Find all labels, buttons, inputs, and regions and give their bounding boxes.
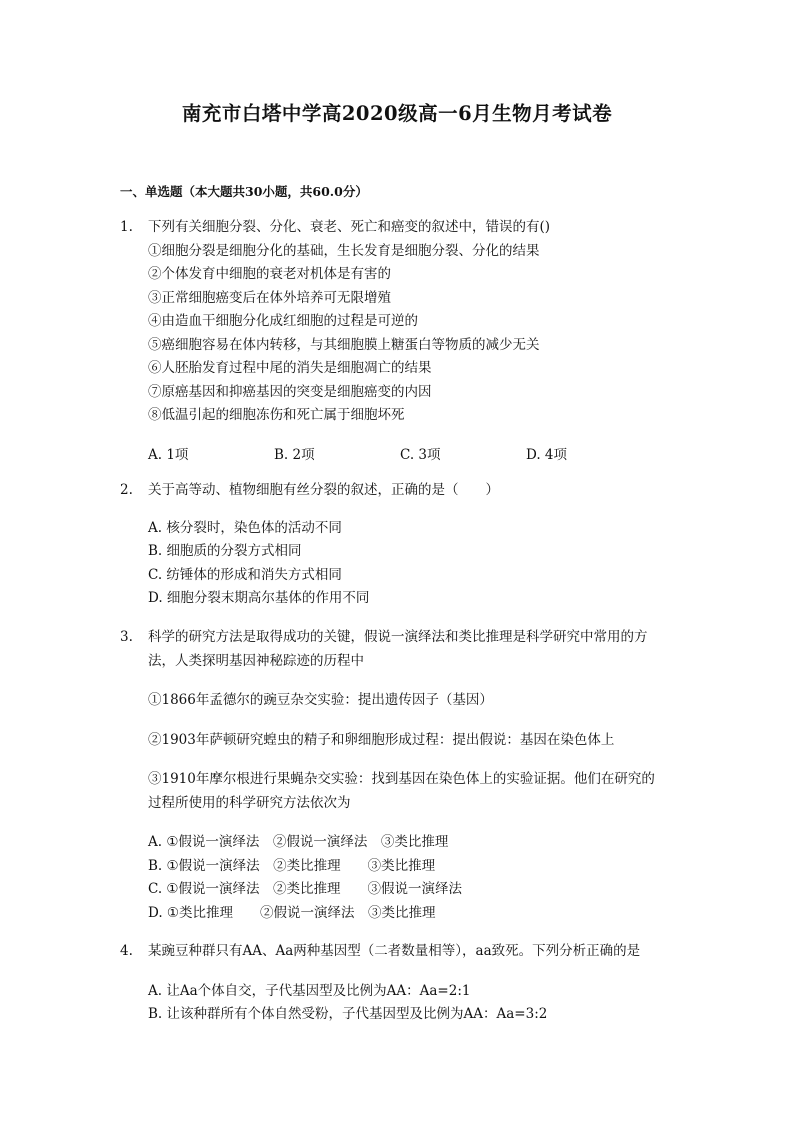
question-stem: 科学的研究方法是取得成功的关键，假说一演绎法和类比推理是科学研究中常用的方 bbox=[148, 629, 648, 645]
question-stem: 法，人类探明基因神秘踪迹的历程中 bbox=[148, 652, 364, 669]
statement: ①细胞分裂是细胞分化的基础，生长发育是细胞分裂、分化的结果 bbox=[148, 242, 540, 259]
statement: ⑦原癌基因和抑癌基因的突变是细胞癌变的内因 bbox=[148, 383, 432, 400]
statement: ③1910年摩尔根进行果蝇杂交实验：找到基因在染色体上的实验证据。他们在研究的 bbox=[148, 771, 655, 787]
statement: ②1903年萨顿研究蝗虫的精子和卵细胞形成过程：提出假说：基因在染色体上 bbox=[148, 731, 615, 748]
section-heading: 一、单选题（本大题共30小题，共60.0分） bbox=[120, 184, 368, 199]
statement: 过程所使用的科学研究方法依次为 bbox=[148, 794, 351, 811]
option-b: B. 细胞质的分裂方式相同 bbox=[148, 543, 302, 559]
question-number: 2. bbox=[120, 482, 133, 498]
question-number: 4. bbox=[120, 943, 133, 959]
option-b: B. 2项 bbox=[274, 446, 315, 463]
statement: ⑥人胚胎发育过程中尾的消失是细胞凋亡的结果 bbox=[148, 360, 432, 376]
option-c: C. 3项 bbox=[400, 446, 441, 463]
option-c: C. ①假说一演绎法 ②类比推理 ③假说一演绎法 bbox=[148, 881, 463, 897]
option-a: A. 1项 bbox=[148, 446, 189, 463]
option-d: D. 4项 bbox=[526, 446, 568, 463]
question-body bbox=[148, 216, 680, 467]
option-a: A. 让Aa个体自交，子代基因型及比例为AA：Aa=2:1 bbox=[148, 982, 471, 999]
option-b: B. 让该种群所有个体自然受粉，子代基因型及比例为AA：Aa=3:2 bbox=[148, 1006, 548, 1022]
options-row bbox=[148, 444, 680, 467]
option-b: B. ①假说一演绎法 ②类比推理 ③类比推理 bbox=[148, 857, 436, 874]
option-d: D. 细胞分裂末期高尔基体的作用不同 bbox=[148, 590, 370, 606]
question-stem: 下列有关细胞分裂、分化、衰老、死亡和癌变的叙述中，错误的有() bbox=[148, 219, 551, 235]
statement: ⑧低温引起的细胞冻伤和死亡属于细胞坏死 bbox=[148, 407, 405, 423]
page-title: 南充市白塔中学高2020级高一6月生物月考试卷 bbox=[181, 102, 613, 125]
option-a: A. 核分裂时，染色体的活动不同 bbox=[148, 519, 342, 536]
option-a: A. ①假说一演绎法 ②假说一演绎法 ③类比推理 bbox=[148, 834, 449, 850]
question-body bbox=[148, 940, 680, 1027]
statement: ④由造血干细胞分化成红细胞的过程是可逆的 bbox=[148, 313, 418, 329]
statement: ②个体发育中细胞的衰老对机体是有害的 bbox=[148, 266, 391, 282]
option-c: C. 纺锤体的形成和消失方式相同 bbox=[148, 566, 342, 583]
question-body bbox=[148, 626, 680, 925]
question-stem: 关于高等动、植物细胞有丝分裂的叙述，正确的是（ ） bbox=[148, 482, 499, 498]
question-number: 3. bbox=[120, 629, 133, 645]
statement: ③正常细胞癌变后在体外培养可无限增殖 bbox=[148, 289, 391, 306]
question-stem: 某豌豆种群只有AA、Aa两种基因型（二者数量相等），aa致死。下列分析正确的是 bbox=[148, 943, 641, 959]
statement: ⑤癌细胞容易在体内转移，与其细胞膜上糖蛋白等物质的减少无关 bbox=[148, 336, 540, 353]
question-number: 1. bbox=[120, 219, 133, 235]
statement: ①1866年孟德尔的豌豆杂交实验：提出遗传因子（基因） bbox=[148, 692, 493, 708]
option-d: D. ①类比推理 ②假说一演绎法 ③类比推理 bbox=[148, 904, 436, 921]
question-body bbox=[148, 479, 680, 611]
